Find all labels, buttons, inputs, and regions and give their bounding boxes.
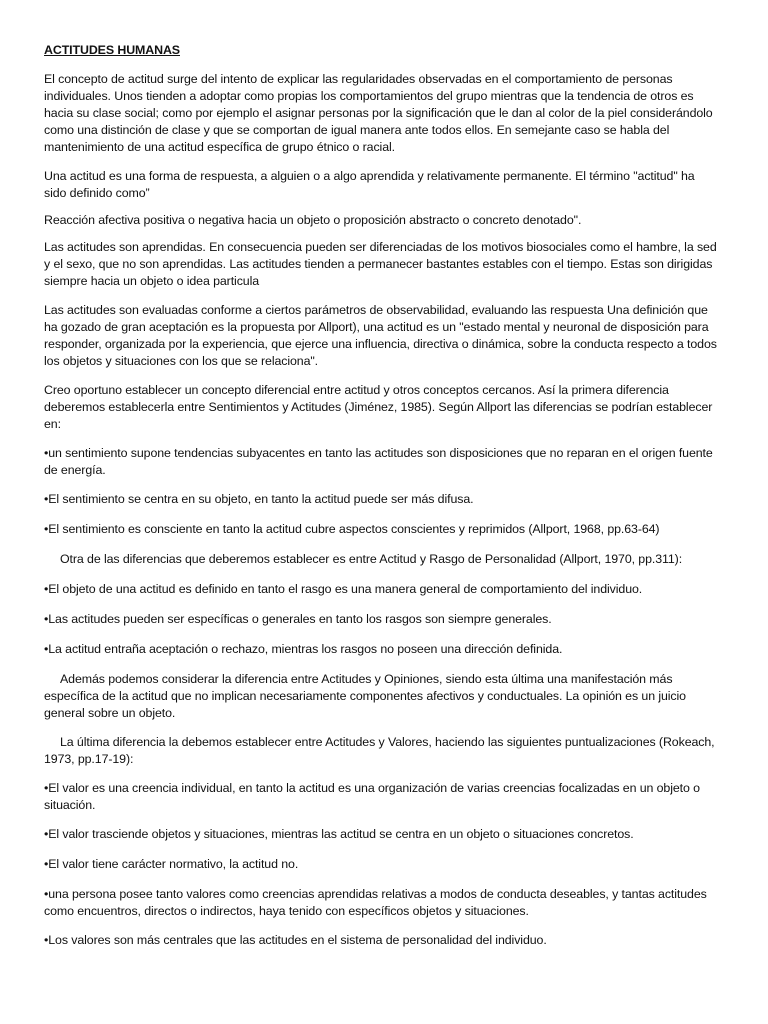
paragraph-personality: Otra de las diferencias que deberemos establecer es entre Actitud y Rasgo de Personalidad (Allport, 1970, pp.311):: [60, 552, 683, 566]
paragraph-definition-intro: Una actitud es una forma de respuesta, a alguien o a algo aprendida y relativamente permanente. El término "actitud" ha sido definido como”: [44, 169, 695, 200]
paragraph-definition-quote: Reacción afectiva positiva o negativa hacia un objeto o proposición abstracto o concreto denotado".: [44, 213, 582, 227]
document-page: [44, 42, 720, 961]
list-item-value-2: •El valor trasciende objetos y situaciones, mientras las actitud se centra en un objeto o situaciones concretos.: [44, 827, 634, 841]
list-item-sentiment-3: •El sentimiento es consciente en tanto la actitud cubre aspectos conscientes y reprimidos (Allport, 1968, pp.63-64): [44, 522, 660, 536]
list-item-trait-3: •La actitud entraña aceptación o rechazo, mientras los rasgos no poseen una dirección definida.: [44, 642, 563, 656]
paragraph-values: La última diferencia la debemos establecer entre Actitudes y Valores, haciendo las siguientes puntualizaciones (Rokeach, 1973, pp.17-19):: [44, 735, 715, 766]
list-item-value-4: •una persona posee tanto valores como creencias aprendidas relativas a modos de conducta deseables, y tantas actitudes como encuentros, directos o indirectos, haya tenido con específicos objetos y situaciones.: [44, 887, 707, 918]
list-item-sentiment-1: •un sentimiento supone tendencias subyacentes en tanto las actitudes son disposiciones que no reparan en el origen fuente de energía.: [44, 446, 713, 477]
document-title: ACTITUDES HUMANAS: [44, 43, 180, 57]
list-item-trait-1: •El objeto de una actitud es definido en tanto el rasgo es una manera general de comportamiento del individuo.: [44, 582, 643, 596]
list-item-value-3: •El valor tiene carácter normativo, la actitud no.: [44, 857, 299, 871]
list-item-trait-2: •Las actitudes pueden ser específicas o generales en tanto los rasgos son siempre generales.: [44, 612, 552, 626]
list-item-value-5: •Los valores son más centrales que las actitudes en el sistema de personalidad del individuo.: [44, 933, 547, 947]
list-item-sentiment-2: •El sentimiento se centra en su objeto, en tanto la actitud puede ser más difusa.: [44, 492, 474, 506]
paragraph-concept: El concepto de actitud surge del intento de explicar las regularidades observadas en el comportamiento de personas individuales. Unos tienden a adoptar como propias los comportamientos del grupo mientras que la tendencia de otros es hacia su clase social; como por ejemplo el asignar personas por la significación que le dan al color de la piel considerándolo como una distinción de clase y que se comportan de igual manera ante todos ellos. En semejante caso se habla del mantenimiento de una actitud específica de grupo étnico o racial.: [44, 72, 713, 154]
paragraph-learned: Las actitudes son aprendidas. En consecuencia pueden ser diferenciadas de los motivos biosociales como el hambre, la sed y el sexo, que no son aprendidas. Las actitudes tienden a permanecer bastantes estables con el tiempo. Estas son dirigidas siempre hacia un objeto o idea particula: [44, 240, 717, 288]
paragraph-evaluated: Las actitudes son evaluadas conforme a ciertos parámetros de observabilidad, evaluando las respuesta Una definición que ha gozado de gran aceptación es la propuesta por Allport), una actitud es un "estado mental y neuronal de disposición para responder, organizada por la experiencia, que ejerce una influencia, directiva o dinámica, sobre la conducta respecto a todos los objetos y situaciones con los que se relaciona".: [44, 303, 717, 368]
list-item-value-1: •El valor es una creencia individual, en tanto la actitud es una organización de varias creencias focalizadas en un objeto o situación.: [44, 781, 700, 812]
paragraph-opinions: Además podemos considerar la diferencia entre Actitudes y Opiniones, siendo esta última una manifestación más específica de la actitud que no implican necesariamente componentes afectivos y conductuales. La opinión es un juicio general sobre un objeto.: [44, 672, 686, 720]
paragraph-differential: Creo oportuno establecer un concepto diferencial entre actitud y otros conceptos cercanos. Así la primera diferencia deberemos establecerla entre Sentimientos y Actitudes (Jiménez, 1985). Según Allport las diferencias se podrían establecer en:: [44, 383, 713, 431]
